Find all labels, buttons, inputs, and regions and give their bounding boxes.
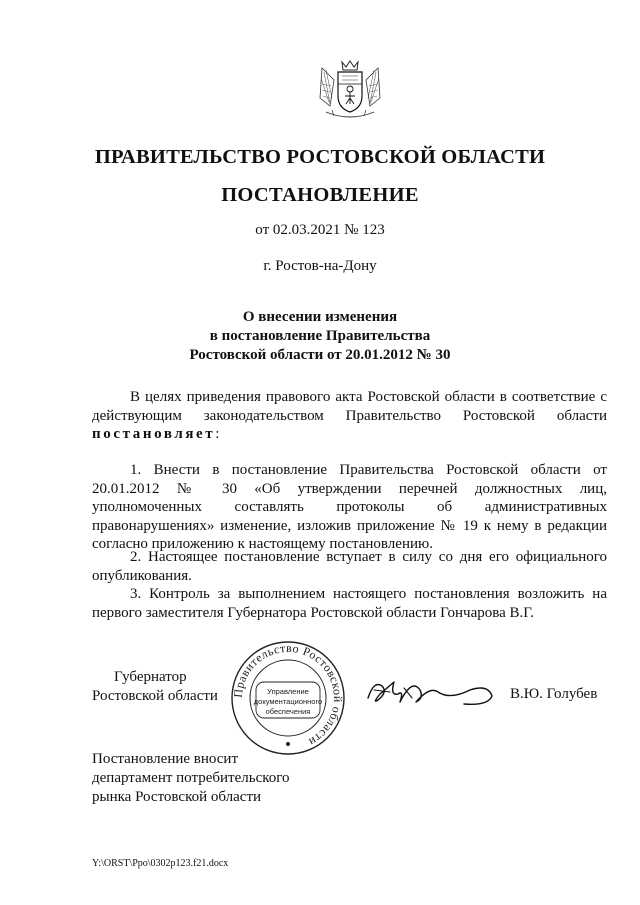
official-stamp: [228, 638, 348, 758]
signer-title-line: Губернатор: [114, 669, 187, 685]
document-city: г. Ростов-на-Дону: [263, 258, 377, 274]
document-type-title: ПОСТАНОВЛЕНИЕ: [221, 184, 419, 206]
signer-title-line: Ростовской области: [92, 688, 218, 704]
signer-name: В.Ю. Голубев: [510, 686, 598, 702]
subject-line: в постановление Правительства: [209, 328, 431, 344]
introduced-by-line: рынка Ростовской области: [92, 789, 262, 805]
stamp-inner-line: документационного: [253, 697, 323, 706]
signer-title: [92, 668, 218, 706]
handwritten-signature: [360, 672, 500, 712]
introduced-by-line: департамент потребительского: [92, 770, 290, 786]
rostov-coat-of-arms-icon: [316, 58, 384, 124]
preamble-end: :: [215, 426, 220, 442]
subject-line: О внесении изменения: [242, 309, 398, 325]
file-path-footer: Y:\ORST\Ppo\0302p123.f21.docx: [92, 858, 229, 869]
clause-text: 2. Настоящее постановление вступает в силу со дня его официального опубликования.: [92, 549, 607, 584]
clause-text: 3. Контроль за выполнением настоящего постановления возложить на первого заместителя Губернатора Ростовской области Гончарова В.Г.: [92, 586, 607, 621]
preamble-text: В целях приведения правового акта Ростовской области в соответствие с действующим законодательством Правительство Ростовской области: [92, 389, 607, 424]
clause-paragraph: [92, 548, 607, 585]
document-subject: [0, 308, 640, 365]
introduced-by-block: [92, 750, 290, 807]
clause-paragraph: [92, 585, 607, 622]
preamble-verb: постановляет: [92, 426, 216, 442]
clause-paragraph: [92, 461, 607, 554]
subject-line: Ростовской области от 20.01.2012 № 30: [189, 347, 451, 363]
stamp-inner-line: обеспечения: [265, 707, 311, 716]
stamp-inner-line: Управление: [267, 687, 309, 696]
stamp-outer-text: Правительство Ростовской области: [230, 640, 346, 750]
preamble-paragraph: [92, 388, 607, 444]
introduced-by-line: Постановление вносит: [92, 751, 239, 767]
document-date-number: от 02.03.2021 № 123: [255, 222, 385, 238]
clause-text: 1. Внести в постановление Правительства Ростовской области от 20.01.2012 № 30 «Об утверждении перечней должностных лиц, уполномоченных составлять протоколы об административных правонарушениях» изменение, изложив приложение № 19 к нему в редакции согласно приложению к настоящему постановлению.: [92, 462, 607, 552]
government-title: ПРАВИТЕЛЬСТВО РОСТОВСКОЙ ОБЛАСТИ: [94, 146, 546, 168]
